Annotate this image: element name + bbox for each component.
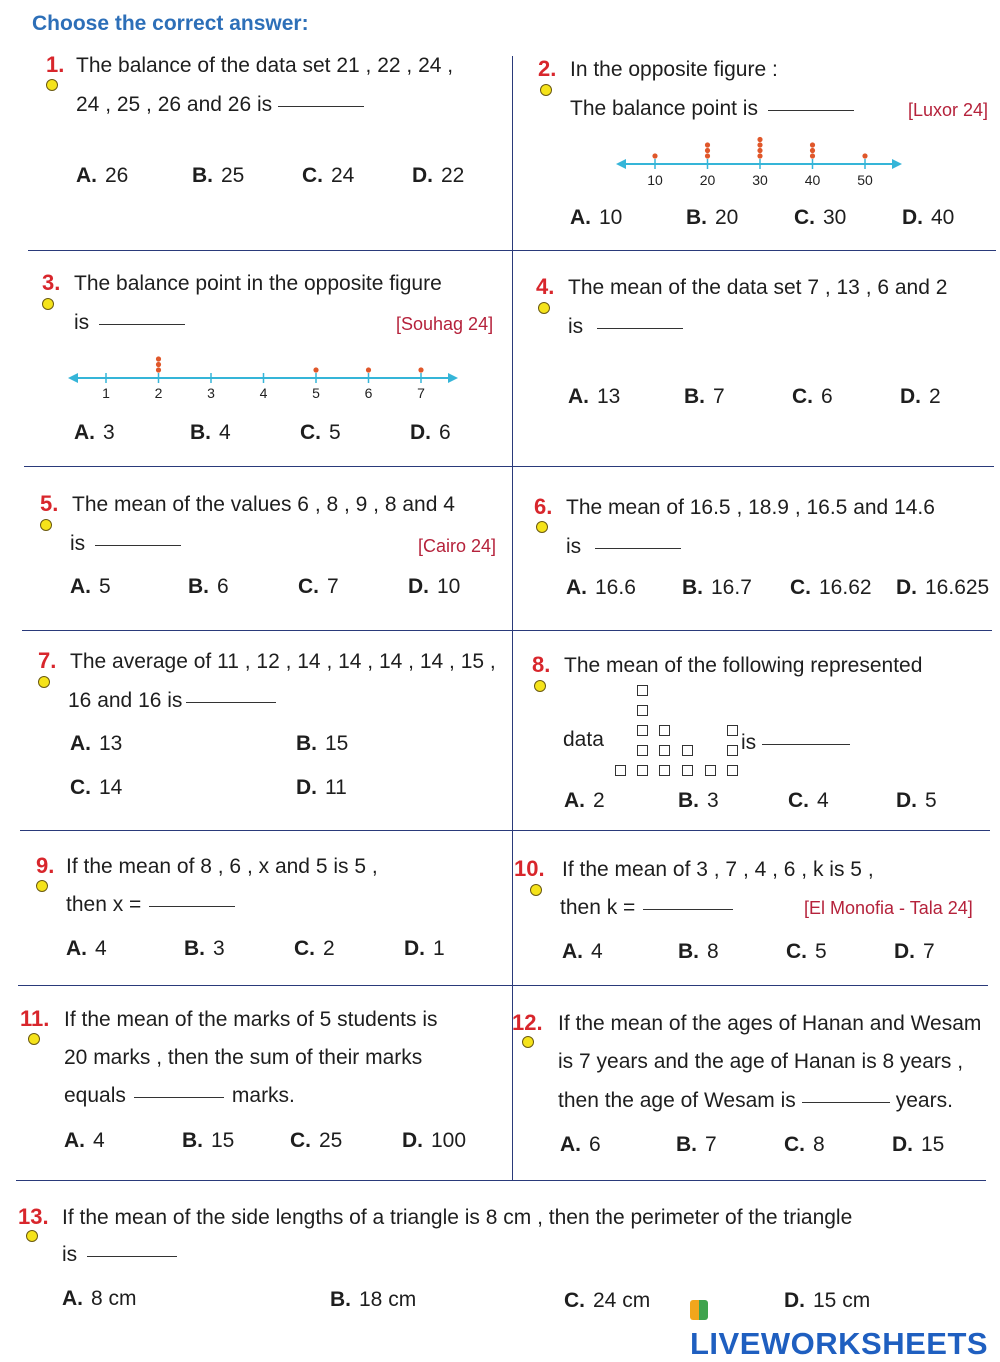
axis-tick-label: 20 xyxy=(699,172,716,188)
option-b[interactable]: B. 8 xyxy=(678,940,719,963)
row-divider xyxy=(20,830,990,831)
data-dot xyxy=(757,142,762,147)
axis-tick-label: 5 xyxy=(312,385,320,401)
option-c[interactable]: C. 6 xyxy=(792,385,833,408)
question-text: In the opposite figure : xyxy=(570,58,778,81)
question-number: 12. xyxy=(512,1010,543,1035)
option-a[interactable]: A. 8 cm xyxy=(62,1287,137,1310)
axis-tick-label: 40 xyxy=(804,172,821,188)
option-d[interactable]: D. 11 xyxy=(296,776,347,799)
data-square xyxy=(682,765,693,776)
option-a[interactable]: A. 16.6 xyxy=(566,576,636,599)
question-text: The balance point is xyxy=(570,97,854,121)
question-text: The mean of 16.5 , 18.9 , 16.5 and 14.6 xyxy=(566,496,935,519)
data-dot xyxy=(810,148,815,153)
row-divider xyxy=(16,1180,986,1181)
option-a[interactable]: A. 13 xyxy=(70,732,123,755)
question-number: 10. xyxy=(514,856,545,881)
source-tag: [Luxor 24] xyxy=(908,100,989,120)
option-b[interactable]: B. 15 xyxy=(296,732,349,755)
option-a[interactable]: A. 3 xyxy=(74,421,115,444)
option-d[interactable]: D. 16.625 xyxy=(896,576,990,599)
question-number: 3. xyxy=(42,270,61,295)
option-a[interactable]: A. 13 xyxy=(568,385,621,408)
data-square xyxy=(637,685,648,696)
question-text: If the mean of 3 , 7 , 4 , 6 , k is 5 , xyxy=(562,858,874,881)
answer-dot-icon[interactable] xyxy=(536,521,548,533)
data-dot xyxy=(156,367,161,372)
dot-plot xyxy=(616,128,906,190)
row-divider xyxy=(28,250,996,251)
axis-tick-label: 2 xyxy=(154,385,163,401)
answer-dot-icon[interactable] xyxy=(534,680,546,692)
option-c[interactable]: C. 16.62 xyxy=(790,576,872,599)
data-dot xyxy=(757,137,762,142)
answer-dot-icon[interactable] xyxy=(46,79,58,91)
data-dot xyxy=(810,153,815,158)
answer-dot-icon[interactable] xyxy=(530,884,542,896)
question-number: 7. xyxy=(38,648,57,673)
data-square xyxy=(659,765,670,776)
option-b[interactable]: B. 4 xyxy=(190,421,231,444)
data-square xyxy=(682,745,693,756)
answer-blank[interactable] xyxy=(186,702,276,703)
data-dot xyxy=(366,367,371,372)
question-text: The mean of the following represented xyxy=(564,654,923,677)
question-number: 13. xyxy=(18,1204,49,1229)
data-square xyxy=(637,725,648,736)
option-c[interactable]: C. 5 xyxy=(786,940,827,963)
data-dot xyxy=(757,148,762,153)
answer-dot-icon[interactable] xyxy=(540,84,552,96)
question-text: The mean of the values 6 , 8 , 9 , 8 and 4 xyxy=(72,493,455,516)
data-dot xyxy=(705,142,710,147)
answer-blank[interactable] xyxy=(762,744,850,745)
axis-tick-label: 4 xyxy=(259,385,268,401)
data-dot xyxy=(862,153,867,158)
question-number: 9. xyxy=(36,853,55,878)
option-c[interactable]: C. 2 xyxy=(294,937,335,960)
data-square xyxy=(727,765,738,776)
option-b[interactable]: B. 6 xyxy=(188,575,229,598)
option-c[interactable]: C. 4 xyxy=(788,789,829,812)
data-square xyxy=(659,745,670,756)
option-a[interactable]: A. 26 xyxy=(76,164,129,187)
answer-dot-icon[interactable] xyxy=(42,298,54,310)
question-text: is 7 years and the age of Hanan is 8 years , xyxy=(558,1050,964,1073)
option-d[interactable]: D. 15 cm xyxy=(784,1289,871,1312)
question-text: The balance of the data set 21 , 22 , 24 , xyxy=(76,54,454,77)
answer-blank[interactable] xyxy=(278,106,364,107)
question-text: 16 and 16 is xyxy=(68,689,276,713)
option-b[interactable]: B. 7 xyxy=(684,385,725,408)
option-a[interactable]: A. 4 xyxy=(66,937,107,960)
question-text: then the age of Wesam is years. xyxy=(558,1089,953,1112)
answer-dot-icon[interactable] xyxy=(36,880,48,892)
answer-blank[interactable] xyxy=(134,1097,224,1098)
question-text: is xyxy=(62,1243,177,1267)
question-text: If the mean of the ages of Hanan and Wesam xyxy=(558,1012,982,1035)
option-d[interactable]: D. 15 xyxy=(892,1133,945,1156)
option-d[interactable]: D. 5 xyxy=(896,789,937,812)
option-a[interactable]: A. 6 xyxy=(560,1133,601,1156)
question-text: 24 , 25 , 26 and 26 is xyxy=(76,93,364,117)
question-number: 1. xyxy=(46,52,65,77)
question-text: data xyxy=(563,728,604,751)
option-c[interactable]: C. 25 xyxy=(290,1129,343,1152)
option-a[interactable]: A. 5 xyxy=(70,575,111,598)
axis-tick-label: 30 xyxy=(752,172,768,188)
axis-tick-label: 6 xyxy=(364,385,373,401)
data-dot xyxy=(418,367,423,372)
option-a[interactable]: A. 2 xyxy=(564,789,605,812)
question-text: If the mean of 8 , 6 , x and 5 is 5 , xyxy=(66,855,378,878)
question-text: is xyxy=(70,532,181,556)
answer-blank[interactable] xyxy=(95,545,181,546)
answer-blank[interactable] xyxy=(99,324,185,325)
data-dot xyxy=(313,367,318,372)
answer-blank[interactable] xyxy=(768,110,854,111)
option-d[interactable]: D. 100 xyxy=(402,1129,467,1152)
answer-dot-icon[interactable] xyxy=(538,302,550,314)
option-c[interactable]: C. 30 xyxy=(794,206,847,229)
option-c[interactable]: C. 14 xyxy=(70,776,123,799)
logo-icon xyxy=(690,1300,708,1320)
data-square xyxy=(659,725,670,736)
answer-blank[interactable] xyxy=(643,909,733,910)
instructions-heading: Choose the correct answer: xyxy=(32,12,309,35)
question-text: 20 marks , then the sum of their marks xyxy=(64,1046,423,1069)
question-text: The mean of the data set 7 , 13 , 6 and 2 xyxy=(568,276,948,299)
option-b[interactable]: B. 25 xyxy=(192,164,245,187)
answer-dot-icon[interactable] xyxy=(28,1033,40,1045)
answer-dot-icon[interactable] xyxy=(522,1036,534,1048)
option-c[interactable]: C. 24 xyxy=(302,164,355,187)
row-divider xyxy=(18,985,988,986)
answer-blank[interactable] xyxy=(802,1102,890,1103)
data-dot xyxy=(156,362,161,367)
question-number: 4. xyxy=(536,274,555,299)
data-square xyxy=(637,705,648,716)
question-text: If the mean of the side lengths of a triangle is 8 cm , then the perimeter of the triangle xyxy=(62,1206,853,1229)
option-d[interactable]: D. 22 xyxy=(412,164,465,187)
answer-dot-icon[interactable] xyxy=(26,1230,38,1242)
question-text: The balance point in the opposite figure xyxy=(74,272,442,295)
option-d[interactable]: D. 6 xyxy=(410,421,451,444)
data-dot xyxy=(810,142,815,147)
axis-tick-label: 50 xyxy=(857,172,873,188)
option-a[interactable]: A. 4 xyxy=(562,940,603,963)
data-square xyxy=(615,765,626,776)
row-divider xyxy=(24,466,994,467)
data-square xyxy=(727,725,738,736)
data-square xyxy=(727,745,738,756)
option-b[interactable]: B. 3 xyxy=(184,937,225,960)
question-number: 5. xyxy=(40,491,59,516)
axis-tick-label: 7 xyxy=(417,385,425,401)
option-a[interactable]: A. 10 xyxy=(570,206,623,229)
question-text: is xyxy=(741,731,850,755)
answer-blank[interactable] xyxy=(595,548,681,549)
data-dot xyxy=(705,148,710,153)
answer-blank[interactable] xyxy=(597,328,683,329)
data-square xyxy=(637,765,648,776)
option-a[interactable]: A. 4 xyxy=(64,1129,105,1152)
liveworksheets-logo: LIVEWORKSHEETS xyxy=(690,1290,1000,1362)
data-square xyxy=(637,745,648,756)
axis-tick-label: 1 xyxy=(102,385,110,401)
dot-plot xyxy=(68,346,460,404)
option-c[interactable]: C. 24 cm xyxy=(564,1289,651,1312)
axis-tick-label: 10 xyxy=(647,172,663,188)
question-text: is xyxy=(568,315,683,339)
question-text: is xyxy=(566,535,681,559)
option-d[interactable]: D. 40 xyxy=(902,206,955,229)
axis-tick-label: 3 xyxy=(207,385,215,401)
option-c[interactable]: C. 8 xyxy=(784,1133,825,1156)
answer-dot-icon[interactable] xyxy=(40,519,52,531)
data-square xyxy=(705,765,716,776)
option-b[interactable]: B. 7 xyxy=(676,1133,717,1156)
option-d[interactable]: D. 2 xyxy=(900,385,941,408)
question-text: If the mean of the marks of 5 students is xyxy=(64,1008,438,1031)
answer-dot-icon[interactable] xyxy=(38,676,50,688)
option-d[interactable]: D. 1 xyxy=(404,937,445,960)
source-tag: [Souhag 24] xyxy=(396,314,494,334)
answer-blank[interactable] xyxy=(149,906,235,907)
option-c[interactable]: C. 7 xyxy=(298,575,339,598)
question-text: equals marks. xyxy=(64,1084,295,1107)
question-number: 11. xyxy=(20,1006,50,1031)
option-b[interactable]: B. 3 xyxy=(678,789,719,812)
option-c[interactable]: C. 5 xyxy=(300,421,341,444)
data-dot xyxy=(652,153,657,158)
data-dot xyxy=(156,356,161,361)
answer-blank[interactable] xyxy=(87,1256,177,1257)
question-number: 2. xyxy=(538,56,557,81)
option-d[interactable]: D. 10 xyxy=(408,575,461,598)
option-b[interactable]: B. 16.7 xyxy=(682,576,752,599)
question-number: 8. xyxy=(532,652,551,677)
row-divider xyxy=(22,630,992,631)
source-tag: [El Monofia - Tala 24] xyxy=(804,898,973,918)
question-text: The average of 11 , 12 , 14 , 14 , 14 , 14 , 15 , xyxy=(70,650,496,673)
data-dot xyxy=(757,153,762,158)
option-b[interactable]: B. 20 xyxy=(686,206,739,229)
option-b[interactable]: B. 18 cm xyxy=(330,1288,417,1311)
option-d[interactable]: D. 7 xyxy=(894,940,935,963)
option-b[interactable]: B. 15 xyxy=(182,1129,235,1152)
data-dot xyxy=(705,153,710,158)
question-number: 6. xyxy=(534,494,553,519)
question-text: then x = xyxy=(66,893,235,917)
question-text: is xyxy=(74,311,185,335)
source-tag: [Cairo 24] xyxy=(418,536,497,556)
question-text: then k = xyxy=(560,896,733,920)
